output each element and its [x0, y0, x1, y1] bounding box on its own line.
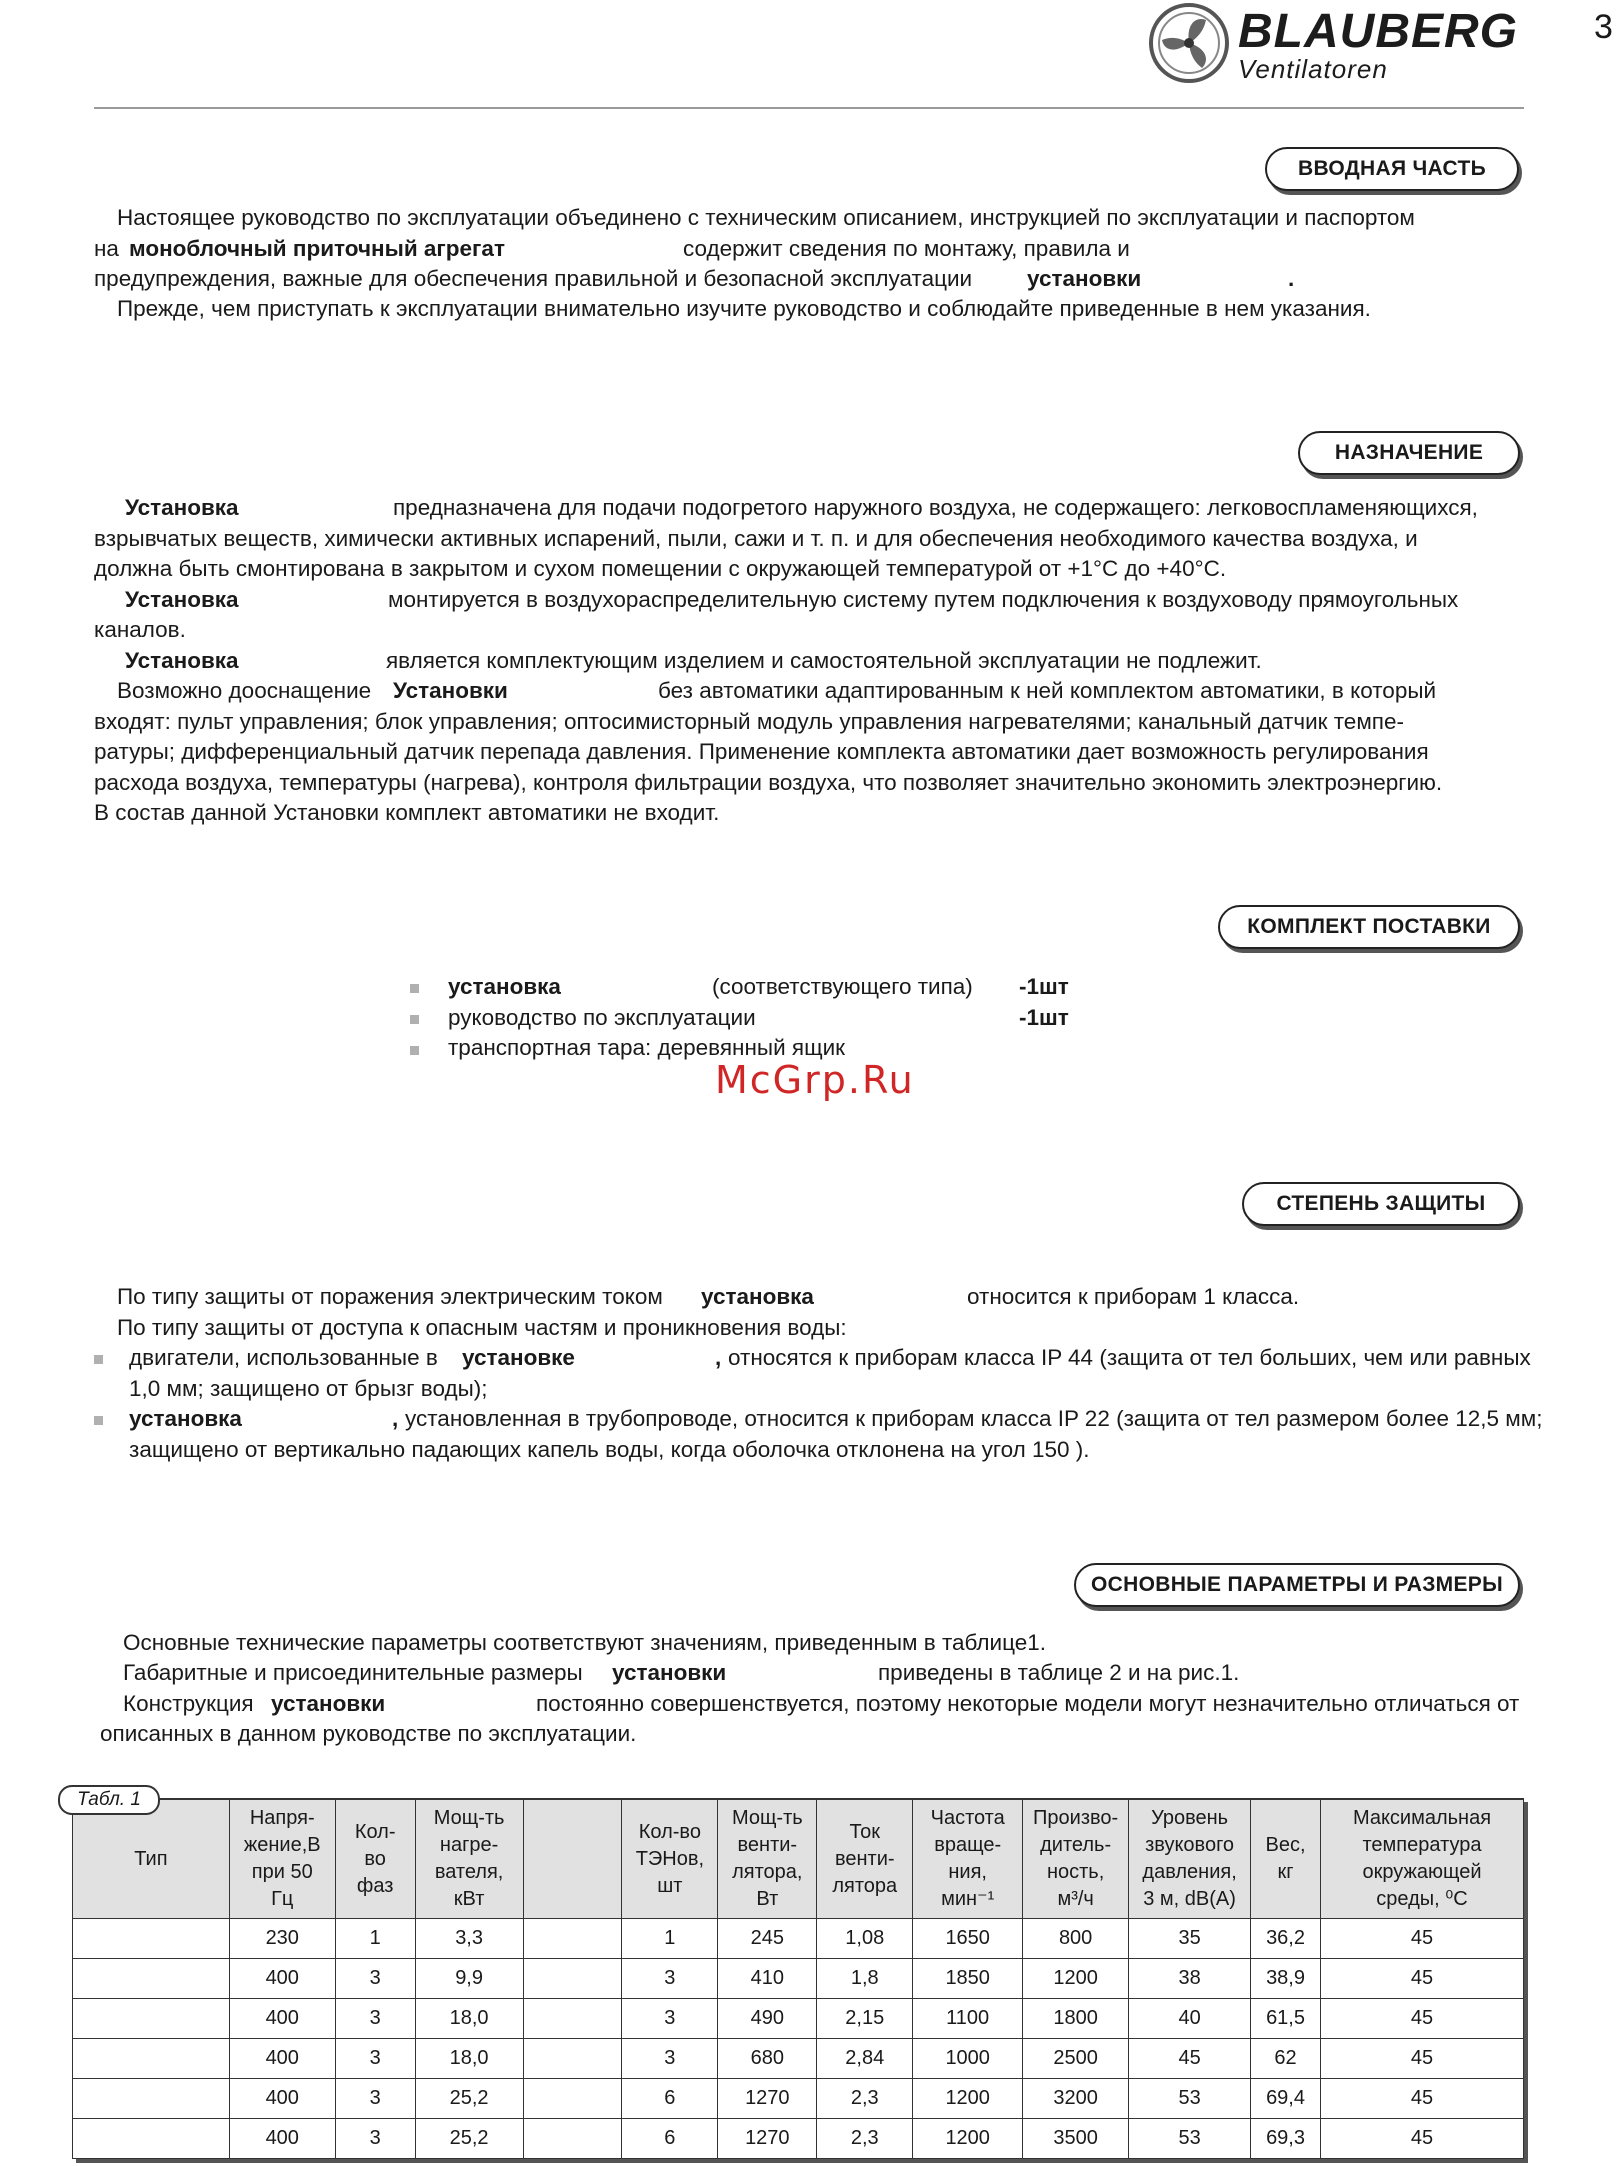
delivery-item-1-name: установка: [448, 974, 561, 999]
table-cell: 1270: [718, 2119, 817, 2159]
table-cell: 2,84: [817, 2039, 913, 2079]
table-header-cell: Максимальная температура окружающей среды, ⁰С: [1321, 1799, 1524, 1919]
protection-bullet-1b: установке: [462, 1345, 575, 1370]
protection-bullet-1c: ,: [715, 1345, 722, 1370]
table-row: [73, 1919, 1524, 1959]
table-cell: 45: [1129, 2039, 1251, 2079]
logo-subtitle: Ventilatoren: [1238, 54, 1388, 84]
table-row: [73, 1999, 1524, 2039]
params-line-3c: постоянно совершенствуется, поэтому некоторые модели могут незначительно отличаться от: [536, 1691, 1520, 1716]
table-cell: 45: [1321, 2119, 1524, 2159]
protection-bullet-1e: 1,0 мм; защищено от брызг воды);: [129, 1376, 488, 1401]
purpose-line-7c: без автоматики адаптированным к ней комплектом автоматики, в который: [658, 678, 1437, 703]
params-line-2b: установки: [612, 1660, 727, 1685]
list-bullet: [410, 1046, 419, 1055]
table-cell: 3: [622, 2039, 718, 2079]
protection-bullet-2a: установка: [129, 1406, 242, 1431]
table-cell: 45: [1321, 1919, 1524, 1959]
table-cell: 1270: [718, 2079, 817, 2119]
list-bullet: [94, 1355, 103, 1364]
purpose-line-8: входят: пульт управления; блок управления; оптосимисторный модуль управления нагревателями; канальный датчик темпе-: [94, 709, 1404, 734]
table-header-cell: Тип: [73, 1799, 230, 1919]
purpose-line-2: взрывчатых веществ, химически активных испарений, пыли, сажи и т. п. и для обеспечения необходимого качества воздуха, и: [94, 526, 1418, 551]
purpose-heading: НАЗНАЧЕНИЕ: [1298, 431, 1520, 475]
table-cell: 680: [718, 2039, 817, 2079]
table-label: Табл. 1: [58, 1785, 160, 1815]
params-line-1: Основные технические параметры соответствуют значениям, приведенным в таблице1.: [123, 1630, 1047, 1655]
table-cell: 45: [1321, 2079, 1524, 2119]
table-cell: 1,8: [817, 1959, 913, 1999]
table-cell: 62: [1251, 2039, 1321, 2079]
purpose-line-5: каналов.: [94, 617, 186, 642]
table-cell: 45: [1321, 1999, 1524, 2039]
purpose-line-3: должна быть смонтирована в закрытом и сухом помещении с окружающей температурой от +1°С до +40°С.: [94, 556, 1227, 581]
table-cell: 1650: [913, 1919, 1023, 1959]
table-cell: 61,5: [1251, 1999, 1321, 2039]
list-bullet: [94, 1416, 103, 1425]
table-header-cell: Ток венти- лятора: [817, 1799, 913, 1919]
page-number: 3: [1594, 8, 1613, 46]
table-cell: [73, 2119, 230, 2159]
table-header-cell: Напря- жение,В при 50 Гц: [229, 1799, 335, 1919]
spec-table: [72, 1798, 1524, 2159]
purpose-line-1a: Установка: [125, 495, 239, 520]
protection-line-1a: По типу защиты от поражения электрическим током: [117, 1284, 663, 1309]
table-cell: 18,0: [415, 1999, 523, 2039]
table-cell: [73, 2079, 230, 2119]
table-row: [73, 2079, 1524, 2119]
table-cell: 3,3: [415, 1919, 523, 1959]
table-header-cell: [523, 1799, 622, 1919]
table-header-cell: Мощ-ть венти- лятора, Вт: [718, 1799, 817, 1919]
table-cell: 800: [1023, 1919, 1129, 1959]
table-cell: 3: [335, 2039, 415, 2079]
table-cell: [523, 1959, 622, 1999]
params-line-3a: Конструкция: [123, 1691, 254, 1716]
intro-line-3c: .: [1288, 266, 1295, 291]
table-cell: 38,9: [1251, 1959, 1321, 1999]
params-line-4: описанных в данном руководстве по эксплуатации.: [100, 1721, 637, 1746]
intro-line-4: Прежде, чем приступать к эксплуатации внимательно изучите руководство и соблюдайте приведенные в нем указания.: [117, 296, 1371, 321]
purpose-line-4b: монтируется в воздухораспределительную систему путем подключения к воздуховоду прямоугольных: [388, 587, 1459, 612]
table-cell: [523, 2079, 622, 2119]
intro-line-1: Настоящее руководство по эксплуатации объединено с техническим описанием, инструкцией по эксплуатации и паспортом: [117, 205, 1415, 230]
table-cell: [523, 2119, 622, 2159]
table-cell: [73, 1919, 230, 1959]
table-cell: [523, 2039, 622, 2079]
protection-bullet-2c: установленная в трубопроводе, относится к приборам класса IP 22 (защита от тел размером более 12,5 мм;: [405, 1406, 1543, 1431]
params-heading: ОСНОВНЫЕ ПАРАМЕТРЫ И РАЗМЕРЫ: [1074, 1563, 1520, 1607]
table-cell: 2,3: [817, 2079, 913, 2119]
table-row: [73, 2039, 1524, 2079]
table-cell: 53: [1129, 2079, 1251, 2119]
table-cell: 69,4: [1251, 2079, 1321, 2119]
table-cell: 1200: [913, 2119, 1023, 2159]
table-cell: 45: [1321, 1959, 1524, 1999]
table-cell: 400: [229, 2079, 335, 2119]
protection-line-2: По типу защиты от доступа к опасным частям и проникновения воды:: [117, 1315, 847, 1340]
delivery-heading: КОМПЛЕКТ ПОСТАВКИ: [1218, 905, 1520, 949]
table-cell: 400: [229, 2119, 335, 2159]
delivery-item-1-note: (соответствующего типа): [712, 974, 973, 999]
table-cell: 3500: [1023, 2119, 1129, 2159]
delivery-item-2-name: руководство по эксплуатации: [448, 1005, 756, 1030]
table-header-cell: Кол-во ТЭНов, шт: [622, 1799, 718, 1919]
table-header-cell: Мощ-ть нагре- вателя, кВт: [415, 1799, 523, 1919]
brand-logo: [1146, 0, 1518, 92]
purpose-line-7a: Возможно дооснащение: [117, 678, 372, 703]
table-header-cell: Вес, кг: [1251, 1799, 1321, 1919]
table-header-cell: Уровень звукового давления, 3 м, dB(A): [1129, 1799, 1251, 1919]
delivery-item-2-qty: -1шт: [1019, 1005, 1069, 1030]
protection-bullet-2d: защищено от вертикально падающих капель воды, когда оболочка отклонена на угол 150 ).: [129, 1437, 1090, 1462]
table-cell: 400: [229, 1959, 335, 1999]
table-cell: 38: [1129, 1959, 1251, 1999]
table-cell: 400: [229, 1999, 335, 2039]
table-cell: 1,08: [817, 1919, 913, 1959]
protection-heading: СТЕПЕНЬ ЗАЩИТЫ: [1242, 1182, 1520, 1226]
table-cell: 400: [229, 2039, 335, 2079]
table-cell: [73, 1999, 230, 2039]
list-bullet: [410, 984, 419, 993]
table-cell: 45: [1321, 2039, 1524, 2079]
purpose-line-9: ратуры; дифференциальный датчик перепада давления. Применение комплекта автоматики дает возможность регулирования: [94, 739, 1429, 764]
table-cell: [523, 1919, 622, 1959]
table-cell: 9,9: [415, 1959, 523, 1999]
fan-logo-icon: [1146, 0, 1232, 86]
protection-bullet-1d: относятся к приборам класса IP 44 (защита от тел больших, чем или равных: [728, 1345, 1531, 1370]
table-cell: 35: [1129, 1919, 1251, 1959]
table-cell: 3: [335, 2079, 415, 2119]
table-cell: 18,0: [415, 2039, 523, 2079]
protection-bullet-1a: двигатели, использованные в: [129, 1345, 438, 1370]
table-cell: 1000: [913, 2039, 1023, 2079]
intro-line-2c: содержит сведения по монтажу, правила и: [683, 236, 1130, 261]
table-cell: 1100: [913, 1999, 1023, 2039]
table-header-cell: Частота враще- ния, мин⁻¹: [913, 1799, 1023, 1919]
header-divider: [94, 107, 1524, 109]
purpose-line-10: расхода воздуха, температуры (нагрева), контроля фильтрации воздуха, что позволяет значительно экономить электроэнергию.: [94, 770, 1443, 795]
intro-heading: ВВОДНАЯ ЧАСТЬ: [1265, 147, 1519, 191]
protection-bullet-2b: ,: [392, 1406, 399, 1431]
purpose-line-6b: является комплектующим изделием и самостоятельной эксплуатации не подлежит.: [386, 648, 1262, 673]
table-cell: 2,3: [817, 2119, 913, 2159]
intro-line-3a: предупреждения, важные для обеспечения правильной и безопасной эксплуатации: [94, 266, 973, 291]
table-cell: 1850: [913, 1959, 1023, 1999]
table-cell: [523, 1999, 622, 2039]
table-cell: 1200: [913, 2079, 1023, 2119]
table-cell: 2500: [1023, 2039, 1129, 2079]
table-cell: 3: [622, 1959, 718, 1999]
params-line-2c: приведены в таблице 2 и на рис.1.: [878, 1660, 1240, 1685]
list-bullet: [410, 1015, 419, 1024]
delivery-item-3-name: транспортная тара: деревянный ящик: [448, 1035, 846, 1060]
purpose-line-1b: предназначена для подачи подогретого наружного воздуха, не содержащего: легковоспламеняющихся,: [393, 495, 1478, 520]
params-line-2a: Габаритные и присоединительные размеры: [123, 1660, 583, 1685]
table-cell: 3: [335, 1959, 415, 1999]
table-cell: 3: [622, 1999, 718, 2039]
table-cell: 1800: [1023, 1999, 1129, 2039]
params-line-3b: установки: [271, 1691, 386, 1716]
table-cell: [73, 1959, 230, 1999]
table-cell: 36,2: [1251, 1919, 1321, 1959]
table-row: [73, 2119, 1524, 2159]
purpose-line-11: В состав данной Установки комплект автоматики не входит.: [94, 800, 720, 825]
table-cell: 2,15: [817, 1999, 913, 2039]
table-cell: 1: [335, 1919, 415, 1959]
table-cell: 1: [622, 1919, 718, 1959]
table-cell: 3: [335, 1999, 415, 2039]
table-cell: 25,2: [415, 2079, 523, 2119]
logo-brand: BLAUBERG: [1238, 5, 1518, 58]
table-row: [73, 1959, 1524, 1999]
table-cell: 40: [1129, 1999, 1251, 2039]
purpose-line-6a: Установка: [125, 648, 239, 673]
table-cell: 25,2: [415, 2119, 523, 2159]
table-header-cell: Кол- во фаз: [335, 1799, 415, 1919]
table-header-cell: Произво- дитель- ность, м³/ч: [1023, 1799, 1129, 1919]
protection-line-1c: относится к приборам 1 класса.: [967, 1284, 1300, 1309]
intro-line-2b: моноблочный приточный агрегат: [129, 236, 505, 261]
purpose-line-7b: Установки: [393, 678, 508, 703]
table-cell: 6: [622, 2079, 718, 2119]
purpose-line-4a: Установка: [125, 587, 239, 612]
intro-line-3b: установки: [1027, 266, 1142, 291]
table-cell: 53: [1129, 2119, 1251, 2159]
table-cell: 410: [718, 1959, 817, 1999]
table-cell: [73, 2039, 230, 2079]
table-cell: 245: [718, 1919, 817, 1959]
table-cell: 6: [622, 2119, 718, 2159]
table-cell: 490: [718, 1999, 817, 2039]
table-cell: 3: [335, 2119, 415, 2159]
table-cell: 69,3: [1251, 2119, 1321, 2159]
table-cell: 1200: [1023, 1959, 1129, 1999]
protection-line-1b: установка: [701, 1284, 814, 1309]
intro-line-2a: на: [94, 236, 119, 261]
delivery-item-1-qty: -1шт: [1019, 974, 1069, 999]
table-cell: 230: [229, 1919, 335, 1959]
table-cell: 3200: [1023, 2079, 1129, 2119]
watermark: McGrp.Ru: [715, 1058, 915, 1102]
